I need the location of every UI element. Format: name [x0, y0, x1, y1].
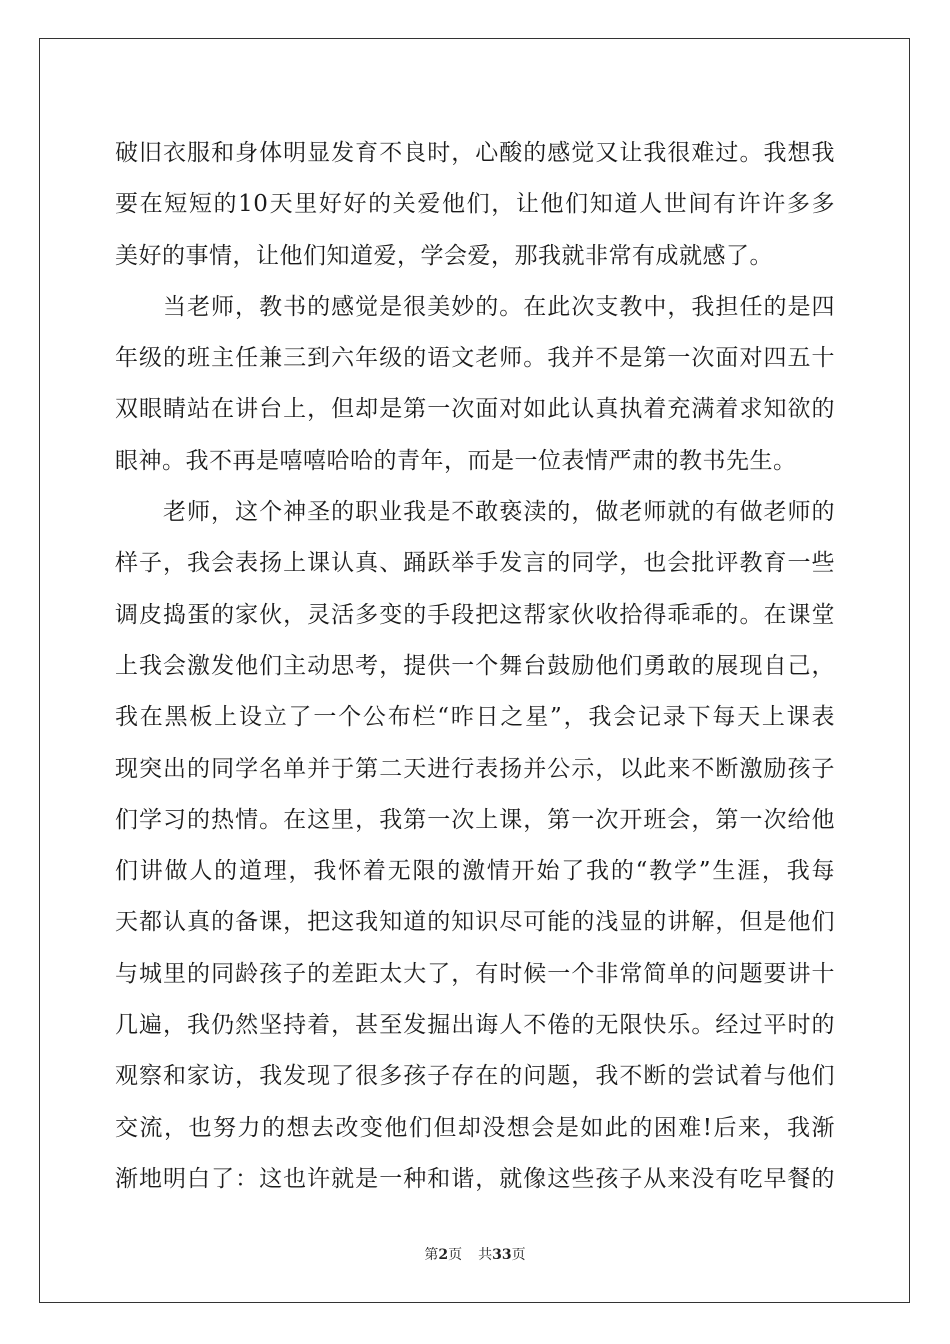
paragraph-3-line-6: 现突出的同学名单并于第二天进行表扬并公示，以此来不断激励孩子 — [115, 755, 835, 782]
paragraph-2-line-1: 当老师，教书的感觉是很美妙的。在此次支教中，我担任的是四 — [163, 293, 835, 320]
paragraph-3-line-11: 几遍，我仍然坚持着，甚至发掘出诲人不倦的无限快乐。经过平时的 — [115, 1012, 835, 1039]
paragraph-1-line-3: 美好的事情，让他们知道爱，学会爱，那我就非常有成就感了。 — [115, 242, 773, 269]
page-prefix: 第 — [424, 1247, 439, 1263]
paragraph-3-line-1: 老师，这个神圣的职业我是不敢亵渎的，做老师就的有做老师的 — [163, 499, 835, 526]
paragraph-3-line-2: 样子，我会表扬上课认真、踊跃举手发言的同学，也会批评教育一些 — [115, 550, 835, 577]
body-text — [115, 128, 835, 1205]
paragraph-3-line-10: 与城里的同龄孩子的差距太大了，有时候一个非常简单的问题要讲十 — [115, 960, 835, 987]
paragraph-3-line-13: 交流，也努力的想去改变他们但却没想会是如此的困难!后来，我渐 — [115, 1114, 835, 1141]
paragraph-1-line-1: 破旧衣服和身体明显发育不良时，心酸的感觉又让我很难过。我想我 — [115, 140, 835, 166]
paragraph-2-line-3: 双眼睛站在讲台上，但却是第一次面对如此认真执着充满着求知欲的 — [115, 396, 835, 423]
paragraph-3-line-3: 调皮捣蛋的家伙，灵活多变的手段把这帮家伙收拾得乖乖的。在课堂 — [115, 601, 835, 628]
paragraph-2-line-4: 眼神。我不再是嘻嘻哈哈的青年，而是一位表情严肃的教书先生。 — [115, 447, 797, 474]
page-number: 2 — [438, 1247, 449, 1263]
total-prefix: 共 — [478, 1247, 493, 1263]
paragraph-3-line-4: 上我会激发他们主动思考，提供一个舞台鼓励他们勇敢的展现自己， — [115, 652, 835, 679]
page-suffix: 页 — [448, 1247, 463, 1263]
total-pages: 33 — [492, 1247, 512, 1263]
paragraph-1-line-2: 要在短短的10天里好好的关爱他们，让他们知道人世间有许许多多 — [115, 191, 835, 218]
paragraph-3-line-9: 天都认真的备课，把这我知道的知识尽可能的浅显的讲解，但是他们 — [115, 909, 835, 936]
paragraph-3-line-8: 们讲做人的道理，我怀着无限的激情开始了我的“教学”生涯，我每 — [115, 858, 835, 885]
paragraph-2-line-2: 年级的班主任兼三到六年级的语文老师。我并不是第一次面对四五十 — [115, 345, 835, 372]
paragraph-3-line-12: 观察和家访，我发现了很多孩子存在的问题，我不断的尝试着与他们 — [115, 1063, 835, 1090]
paragraph-3-line-7: 们学习的热情。在这里，我第一次上课，第一次开班会，第一次给他 — [115, 806, 835, 833]
total-suffix: 页 — [511, 1247, 526, 1263]
paragraph-3-line-5: 我在黑板上设立了一个公布栏“昨日之星”，我会记录下每天上课表 — [115, 704, 835, 731]
page-footer — [0, 1244, 950, 1264]
paragraph-3-line-14: 渐地明白了：这也许就是一种和谐，就像这些孩子从来没有吃早餐的 — [115, 1165, 835, 1192]
